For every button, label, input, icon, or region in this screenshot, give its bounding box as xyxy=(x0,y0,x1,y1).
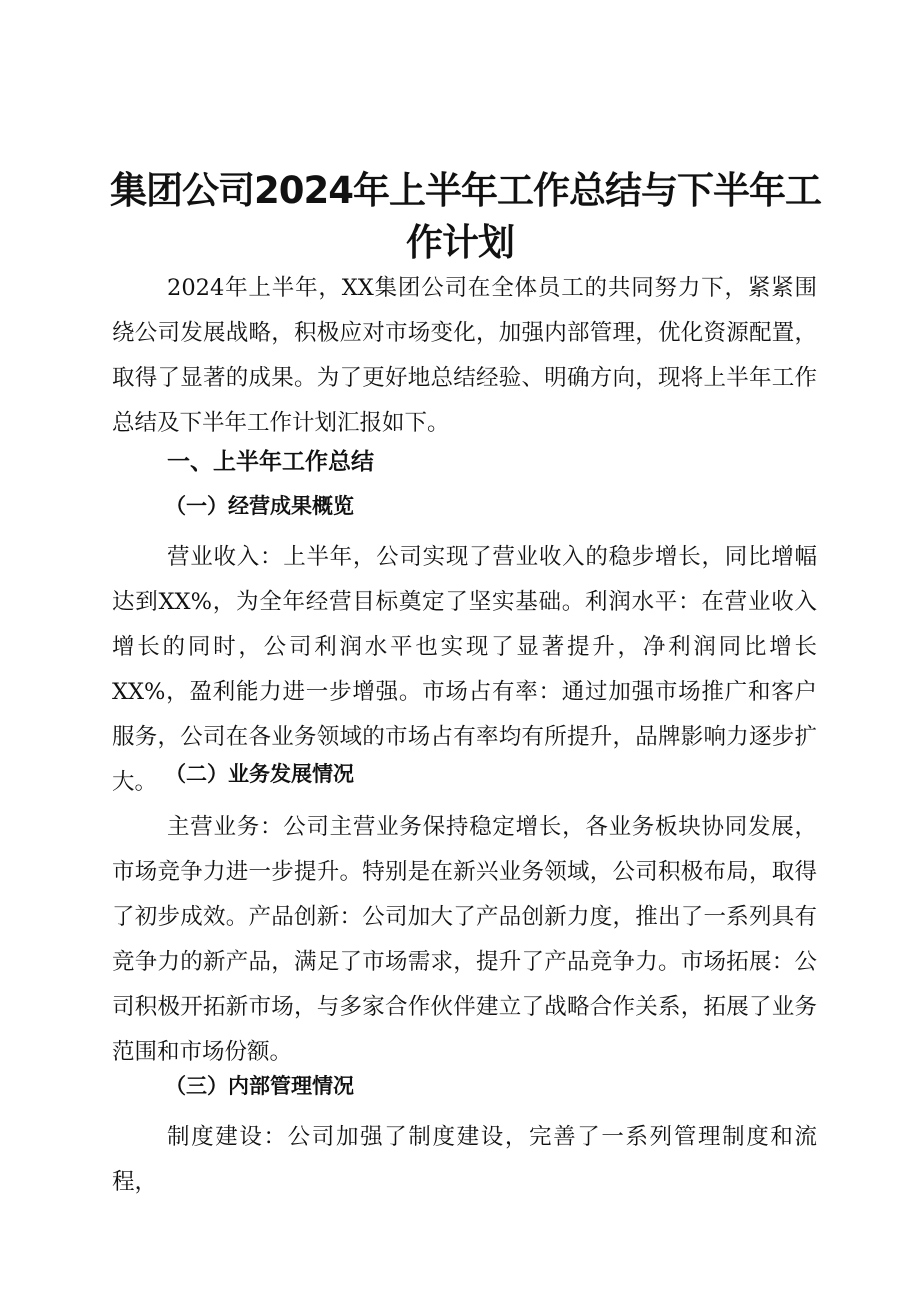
paragraph-internal-management: 制度建设：公司加强了制度建设，完善了一系列管理制度和流程， xyxy=(112,1124,817,1195)
document-title-line-1: 集团公司2024年上半年工作总结与下半年工 xyxy=(110,169,821,212)
subheading-internal-management: （三）内部管理情况 xyxy=(165,1074,354,1098)
paragraph-business-development: 主营业务：公司主营业务保持稳定增长，各业务板块协同发展，市场竞争力进一步提升。特别是在新兴业务领域，公司积极布局，取得了初步成效。产品创新：公司加大了产品创新力度，推出了一系列具有竞争力的新产品，满足了市场需求，提升了产品竞争力。市场拓展：公司积极开拓新市场，与多家合作伙伴建立了战略合作关系，拓展了业务范围和市场份额。 xyxy=(112,814,817,1065)
section-heading-summary: 一、上半年工作总结 xyxy=(167,449,374,475)
subheading-business-development: （二）业务发展情况 xyxy=(165,762,354,786)
intro-paragraph: 2024年上半年，XX集团公司在全体员工的共同努力下，紧紧围绕公司发展战略，积极应对市场变化，加强内部管理，优化资源配置，取得了显著的成果。为了更好地总结经验、明确方向，现将上半年工作总结及下半年工作计划汇报如下。 xyxy=(112,275,817,436)
paragraph-business-results: 营业收入：上半年，公司实现了营业收入的稳步增长，同比增幅达到XX%，为全年经营目标奠定了坚实基础。利润水平：在营业收入增长的同时，公司利润水平也实现了显著提升，净利润同比增长XX%，盈利能力进一步增强。市场占有率：通过加强市场推广和客户服务，公司在各业务领域的市场占有率均有所提升，品牌影响力逐步扩大。 xyxy=(112,544,817,795)
subheading-business-results: （一）经营成果概览 xyxy=(165,494,354,518)
document-title-line-2: 作计划 xyxy=(406,221,514,264)
